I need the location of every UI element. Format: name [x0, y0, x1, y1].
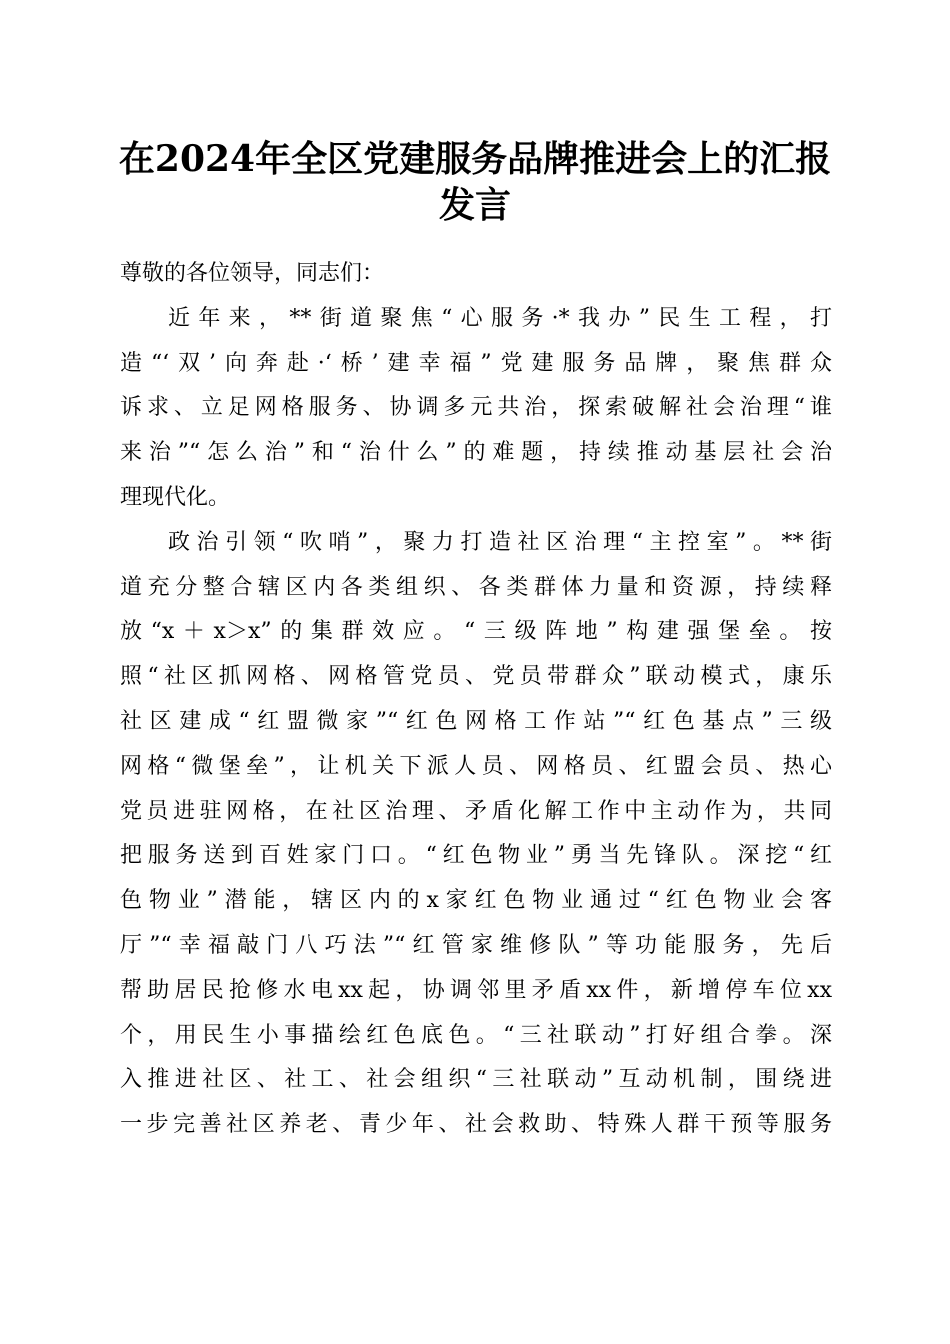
paragraph-line: 厅”“幸福敲门八巧法”“红管家维修队”等功能服务，先后 [120, 932, 832, 958]
paragraph-line: 放“x＋x＞x”的集群效应。“三级阵地”构建强堡垒。按 [120, 619, 832, 645]
paragraph-line: 理现代化。 [120, 484, 231, 510]
title-line-2: 发言 [438, 184, 511, 226]
title-line-1: 在2024年全区党建服务品牌推进会上的汇报 [118, 138, 832, 180]
paragraph-line: 网格“微堡垒”，让机关下派人员、网格员、红盟会员、热心 [120, 753, 832, 779]
paragraph-line: 社区建成“红盟微家”“红色网格工作站”“红色基点”三级 [120, 708, 832, 734]
paragraph-line: 诉求、立足网格服务、协调多元共治，探索破解社会治理“谁 [120, 395, 832, 421]
paragraph-intro [120, 297, 832, 521]
paragraph-line: 政治引领“吹哨”，聚力打造社区治理“主控室”。**街 [168, 529, 832, 555]
paragraph-line: 造“‘双’向奔赴·‘桥’建幸福”党建服务品牌，聚焦群众 [120, 350, 832, 376]
salutation: 尊敬的各位领导，同志们： [120, 261, 385, 286]
paragraph-line: 来治”“怎么治”和“治什么”的难题，持续推动基层社会治 [120, 440, 832, 466]
document-title [110, 136, 840, 228]
paragraph-line: 色物业”潜能，辖区内的x家红色物业通过“红色物业会客 [120, 888, 832, 914]
paragraph-line: 帮助居民抢修水电xx起，协调邻里矛盾xx件，新增停车位xx [120, 977, 832, 1003]
paragraph-line: 近年来，**街道聚焦“心服务·*我办”民生工程，打 [168, 305, 832, 331]
paragraph-line: 道充分整合辖区内各类组织、各类群体力量和资源，持续释 [120, 574, 832, 600]
paragraph-line: 党员进驻网格，在社区治理、矛盾化解工作中主动作为，共同 [120, 798, 832, 824]
paragraph-line: 把服务送到百姓家门口。“红色物业”勇当先锋队。深挖“红 [120, 843, 832, 869]
document-body [120, 252, 832, 1148]
paragraph-line: 入推进社区、社工、社会组织“三社联动”互动机制，围绕进 [120, 1067, 832, 1093]
paragraph-line: 个，用民生小事描绘红色底色。“三社联动”打好组合拳。深 [120, 1022, 832, 1048]
paragraph-political-leadership [120, 521, 832, 1148]
paragraph-line: 一步完善社区养老、青少年、社会救助、特殊人群干预等服务 [120, 1112, 832, 1138]
paragraph-line: 照“社区抓网格、网格管党员、党员带群众”联动模式，康乐 [120, 664, 832, 690]
